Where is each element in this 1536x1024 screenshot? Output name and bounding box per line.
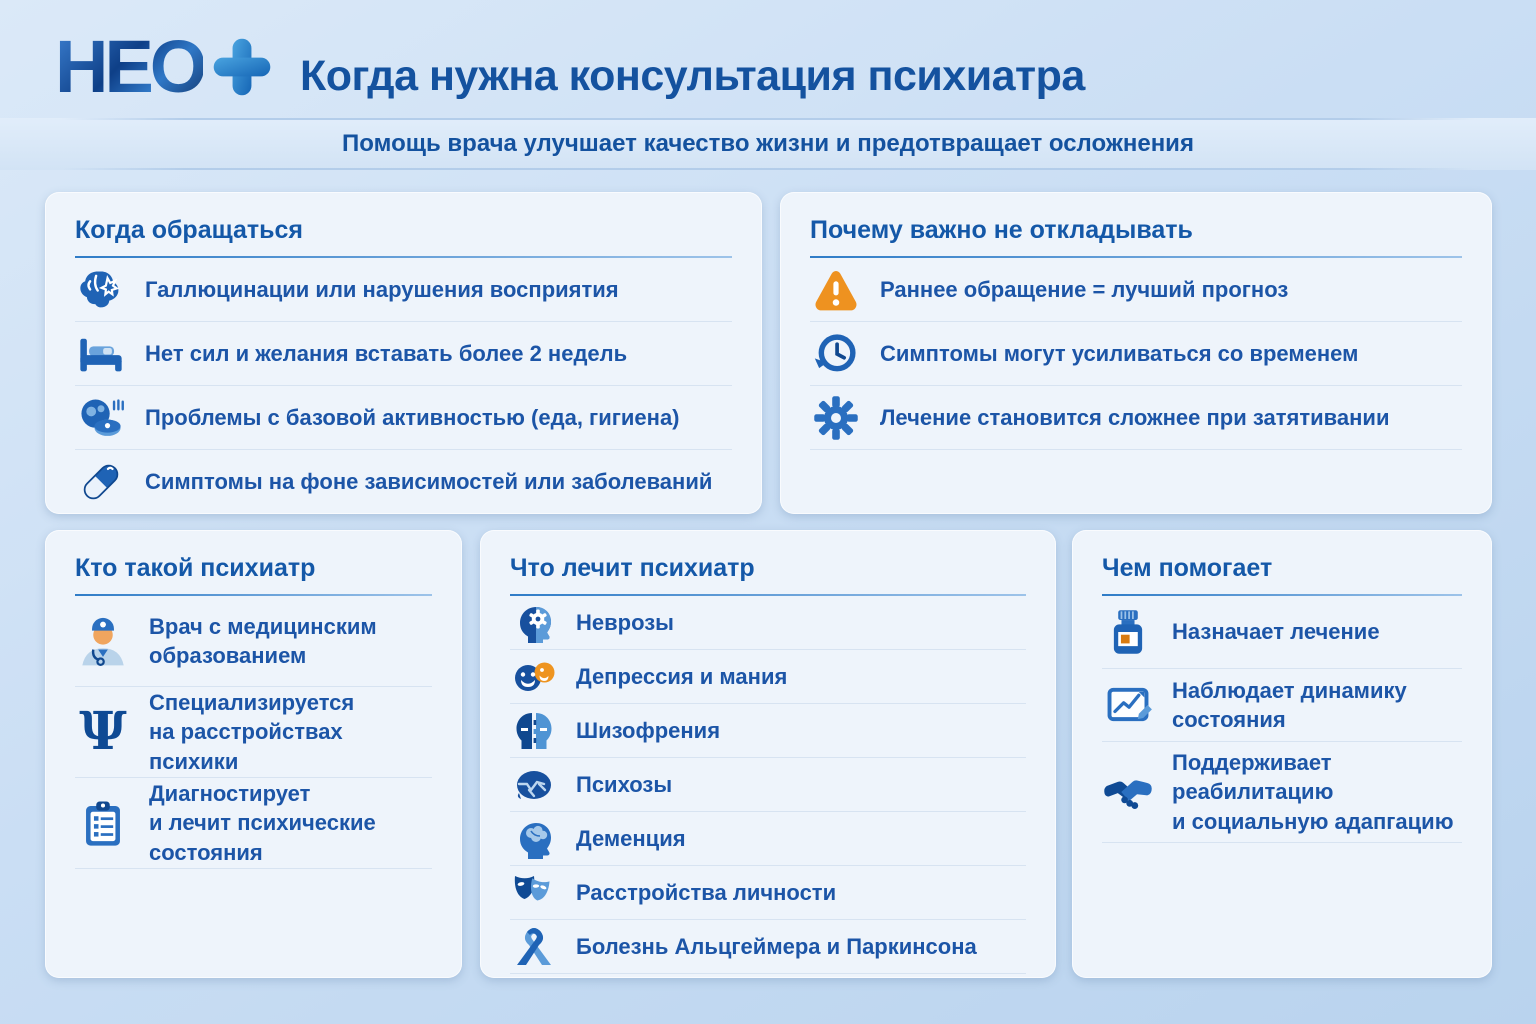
card-when-to-seek-help [45, 192, 762, 514]
card-why-not-delay [780, 192, 1492, 514]
list-item-label: Расстройства личности [576, 879, 837, 905]
logo-text: НЕО [55, 25, 204, 108]
pill-icon [75, 456, 127, 508]
plus-icon [211, 36, 273, 98]
list-item-label: Симптомы могут усиливаться со временем [880, 340, 1359, 366]
ribbon-icon [510, 923, 558, 971]
list-item [510, 866, 1026, 920]
card-how-helps [1072, 530, 1492, 978]
head-brain-icon [510, 815, 558, 863]
brain-icon [75, 264, 127, 316]
list-item-label: Деменция [576, 825, 686, 851]
list-item [75, 687, 432, 778]
list-item [810, 386, 1462, 450]
bed-icon [75, 328, 127, 380]
list-item-label: Болезнь Альцгеймера и Паркинсона [576, 933, 977, 959]
list-item [810, 322, 1462, 386]
card-title: Почему важно не откладывать [810, 216, 1193, 244]
list-item [510, 650, 1026, 704]
chart-icon [1102, 679, 1154, 731]
list-item-label: Диагностирует и лечит психические состояния [149, 781, 376, 865]
list-item-label: Раннее обращение = лучший прогноз [880, 276, 1289, 302]
list-item-label: Специализируется на расстройствах психики [149, 690, 355, 774]
list-item [510, 596, 1026, 650]
list-item [510, 758, 1026, 812]
list-item-label: Симптомы на фоне зависимостей или заболеваний [145, 468, 713, 494]
list-item-label: Проблемы с базовой активностью (еда, гигиена) [145, 404, 680, 430]
medicine-bottle-icon [1102, 606, 1154, 658]
card-title: Чем помогает [1102, 554, 1273, 582]
page-title: Когда нужна консультация психиатра [300, 52, 1085, 100]
list-item [75, 386, 732, 450]
list-item-label: Наблюдает динамику состояния [1172, 677, 1407, 732]
list-item [1102, 596, 1462, 669]
list-item-label: Шизофрения [576, 717, 721, 743]
list-item [75, 258, 732, 322]
psi-icon: Ψ [79, 701, 127, 762]
card-title: Кто такой психиатр [75, 554, 316, 582]
list-item [75, 322, 732, 386]
brain-crack-icon [510, 761, 558, 809]
list-item [510, 812, 1026, 866]
card-title: Что лечит психиатр [510, 554, 755, 582]
gear-icon [810, 392, 862, 444]
card-who-is-psychiatrist [45, 530, 462, 978]
list-item-label: Лечение становится сложнее при затятивании [880, 404, 1390, 430]
list-item-label: Психозы [576, 771, 673, 797]
logo [55, 25, 273, 108]
list-item [1102, 742, 1462, 843]
list-item [510, 704, 1026, 758]
list-item [510, 920, 1026, 974]
meal-icon [75, 392, 127, 444]
list-item-label: Нет сил и желания вставать более 2 недель [145, 340, 628, 366]
list-item [75, 596, 432, 687]
split-head-icon [510, 707, 558, 755]
faces-icon [510, 653, 558, 701]
list-item-label: Неврозы [576, 609, 674, 635]
clipboard-icon [75, 795, 131, 851]
head-gear-icon [510, 599, 558, 647]
list-item [75, 778, 432, 869]
list-item-label: Галлюцинации или нарушения восприятия [145, 276, 619, 302]
handshake-icon [1102, 766, 1154, 818]
subtitle: Помощь врача улучшает качество жизни и предотвращает осложнения [342, 130, 1194, 157]
list-item [1102, 669, 1462, 742]
card-what-psychiatrist-treats [480, 530, 1056, 978]
masks-icon [510, 869, 558, 917]
warning-icon [810, 264, 862, 316]
clock-history-icon [810, 328, 862, 380]
subtitle-band [0, 118, 1536, 170]
list-item [75, 450, 732, 513]
card-title: Когда обращаться [75, 216, 304, 244]
list-item-label: Врач с медицинским образованием [149, 613, 377, 668]
list-item-label: Поддерживает реабилитацию и социальную адапгацию [1172, 750, 1454, 834]
list-item-label: Назначает лечение [1172, 619, 1380, 645]
doctor-icon [75, 613, 131, 669]
list-item-label: Депрессия и мания [576, 663, 788, 689]
list-item [810, 258, 1462, 322]
